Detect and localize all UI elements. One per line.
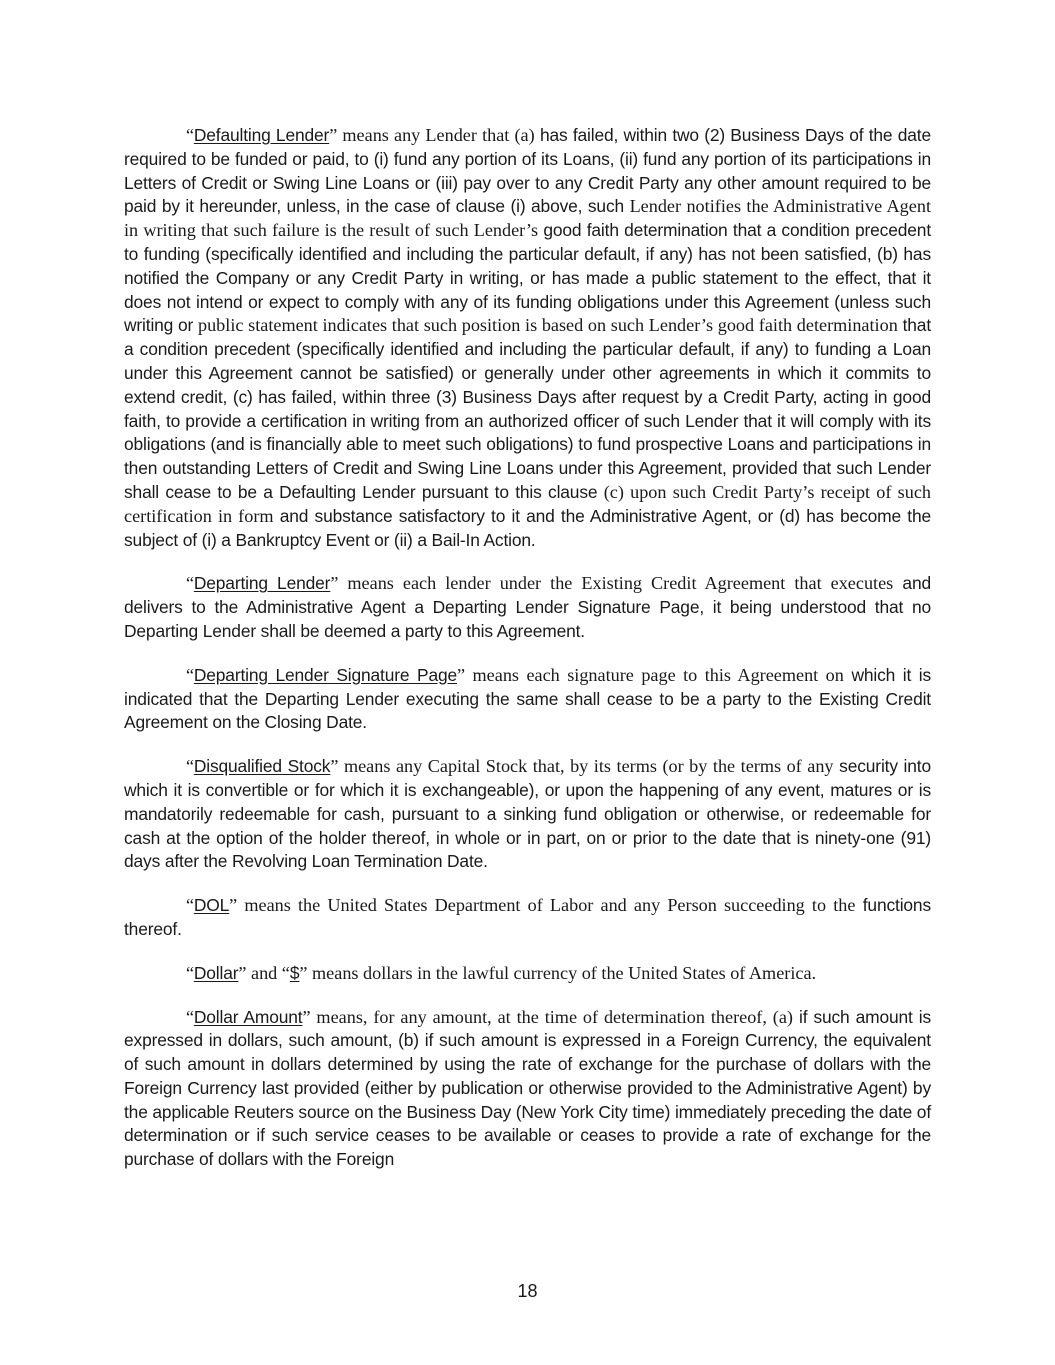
definition-disqualified-stock: “Disqualified Stock” means any Capital Stock that, by its terms (or by the terms of any security into which it is convertible or for which it is exchangeable), or upon the happening of any event, matures or is mandatorily redeemable for cash, pursuant to a sinking fund obligation or otherwise, or redeemable for cash at the option of the holder thereof, in whole or in part, on or prior to the date that is ninety-one (91) days after the Revolving Loan Termination Date.: [124, 756, 931, 872]
definition-dollar-amount: “Dollar Amount” means, for any amount, at the time of determination thereof, (a) if such amount is expressed in dollars, such amount, (b) if such amount is expressed in a Foreign Currency, the equivalent of such amount in dollars determined by using the rate of exchange for the purchase of dollars with the Foreign Currency last provided (either by publication or otherwise provided to the Administrative Agent) by the applicable Reuters source on the Business Day (New York City time) immediately preceding the date of determination or if such service ceases to be available or ceases to provide a rate of exchange for the purchase of dollars with the Foreign: [124, 1006, 932, 1170]
definition-dollar: “Dollar” and “$” means dollars in the lawful currency of the United States of America.: [186, 962, 817, 983]
page-number: 18: [517, 1281, 538, 1301]
defined-term: $: [289, 962, 300, 983]
definitions-section: [124, 124, 931, 1192]
defined-term: Departing Lender Signature Page: [193, 664, 458, 685]
defined-term: Dollar Amount: [193, 1006, 303, 1027]
defined-term: Disqualified Stock: [193, 756, 331, 777]
defined-term: Departing Lender: [193, 573, 331, 594]
definition-dol: “DOL” means the United States Department of Labor and any Person succeeding to the functions thereof.: [124, 895, 931, 939]
defined-term: DOL: [193, 895, 230, 916]
defined-term: Defaulting Lender: [193, 125, 330, 145]
definition-departing-lender-signature-page: “Departing Lender Signature Page” means each signature page to this Agreement on which it is indicated that the Departing Lender executing the same shall cease to be a party to the Existing Credit Agreement on the Closing Date.: [124, 664, 931, 733]
definition-departing-lender: “Departing Lender” means each lender under the Existing Credit Agreement that executes and delivers to the Administrative Agent a Departing Lender Signature Page, it being understood that no Departing Lender shall be deemed a party to this Agreement.: [124, 573, 931, 641]
defined-term: Dollar: [193, 962, 239, 983]
definition-defaulting-lender: “Defaulting Lender” means any Lender that (a) has failed, within two (2) Business Days of the date required to be funded or paid, to (i) fund any portion of its Loans, (ii) fund any portion of its participations in Letters of Credit or Swing Line Loans or (iii) pay over to any Credit Party any other amount required to be paid by it hereunder, unless, in the case of clause (i) above, such Lender notifies the Administrative Agent in writing that such failure is the result of such Lender’s good faith determination that a condition precedent to funding (specifically identified and including the particular default, if any) has not been satisfied, (b) has notified the Company or any Credit Party in writing, or has made a public statement to the effect, that it does not intend or expect to comply with any of its funding obligations under this Agreement (unless such writing or public statement indicates that such position is based on such Lender’s good faith determination that a condition precedent (specifically identified and including the particular default, if any) to funding a Loan under this Agreement cannot be satisfied) or generally under other agreements in which it commits to extend credit, (c) has failed, within three (3) Business Days after request by a Credit Party, acting in good faith, to provide a certification in writing from an authorized officer of such Lender that it will comply with its obligations (and is financially able to meet such obligations) to fund prospective Loans and participations in then outstanding Letters of Credit and Swing Line Loans under this Agreement, provided that such Lender shall cease to be a Defaulting Lender pursuant to this clause (c) upon such Credit Party’s receipt of such certification in form and substance satisfactory to it and the Administrative Agent, or (d) has become the subject of (i) a Bankruptcy Event or (ii) a Bail-In Action.: [124, 125, 932, 550]
